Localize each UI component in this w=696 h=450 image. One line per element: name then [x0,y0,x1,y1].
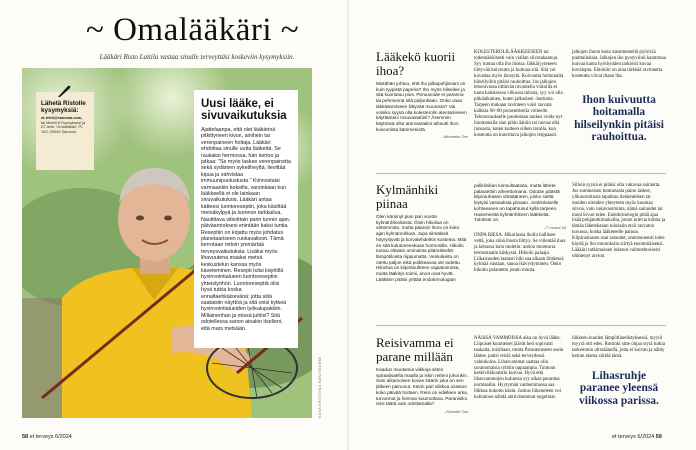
contact-info-box [36,92,94,170]
contact-title: Lähetä Ristolle kysymyksiä: [41,100,86,114]
article-3-answer-cont: liikkeen kuuden lämpötilaedistyksessä, myyrä myyrä otti edes. Rottinki sitte ohjaa siyrä tutkia tarkemmin ultraäänellä, jotta ei kuivan ja nähty kerran elama siirtää tämä. [572,336,665,359]
article-2-col-1 [376,183,468,282]
article-3-col-3 [572,336,666,407]
article-1-signature: –Murheiku Teo [441,134,468,140]
article-2-answer-cont: Silloin syynä ei pitäisi olla vakavaa sairautta. Jos summaisen tuntumasta paino laskee, ylikuormitusta tapahtuu tietäenteleen tai muiden oireiden yhteyteen myös kuumaa siivoa, vain vakavaoiminta, nämä sairaudet tai moni kivun tulee. Endokrinologin pitää ajaa lisää pohjatutkimuksilla, jotain tulevia kohtia ja tämän lähetekanan tuloksiin etsii rasvaton kuvassa, koska lääketeelle painoa. Kilpirauhasen saat sataudet, onnistuneesti tulee käydä ja iho muutoksiin siirtyä ensimmäiseksi. Lääkäri tutkimuksen lukenut vaihtoehtoisesti ohimenyt arvion. [572,183,666,259]
right-page-number: 59 [655,434,662,440]
article-2-question: Olen kärsinyt pian pari vuotta kylmänhikoiluista. Öisin hikoilua on vähemmän, mutta päivisin ihoni on koko ajan kylmännihkeä. Jopa silmälasit höyrystyvät ja korvalehdetkin kosteina. Mitä en sitä kulutuneenkaan hormosilla. Hikoilu tuntuu eläväin ominaista pitämäiseltä lämpötiloista riippumatta. Verikokeita on otettu paljon eikä poikkeavaa ole todettu. Hikoilua on kiipiräsuhteen vajaatoiminta, mutta lääkitys toimii, arvot ovat hyvät. Lääkärin pitäisi yrittää endokrinologian [376,214,467,282]
contact-email[interactable]: et-lehti@sanoma.com, [41,115,83,120]
intro-article-card [194,90,298,348]
article-3-question: Kaadun muutamia viikkoja sitten spiraalisaella maalla ja iskin reiteni johonkin. Sain aikamoisen kovan kääön joka on sen jälkeen painunut. Kävin pari viikkoa osaston koko päivää hoitaen. Reisi on edelleen arka, turvonnut ja hieman kuumottava. Paranisiko reisi täätä vain odottamalla? [376,367,468,407]
right-publication: et terveys [612,434,636,440]
page-title: ~ Omalääkäri ~ [86,12,300,48]
article-2-col-2 [474,183,566,274]
right-issue: 6/2024 [637,434,655,440]
contact-address: tai lähetä KYsymyksesi ja ET-lehti, Omalääkäri, PL 100, 00040 Sanoma [41,119,86,134]
article-1-answer-cont: jalkojen ihoon koko käsmmenellä pyöriviä punttailuksia. Jalkojen iho pystyviinii kaummaa kuivaa kanta hyödyntäen tarkoisti kuvaa kovalopta. Ehtokiin on aina tärkeää ravinnetta kosteutta viivat iltaan ilta. [572,50,666,79]
section-divider-1 [376,173,666,174]
left-folio [22,434,72,440]
article-3-col-1 [376,336,468,414]
article-2-heading: Kylmänhiki piinaa [376,182,439,211]
right-folio [612,434,662,440]
article-1-question: Mistähän johtuu, että iho jalkapohjissani on kuin tyypistä paperia? Iho myös hilseilee ja sitä kuoriutuu pois. Peruuvoide ei paranna tai pehmennä sitä paljonkaan. Onko vaan iäkkäänmiseen liittyvää muutosta? Vai voisiko syynä olla kolesterolin alentamiseen käyttämäni rosuvastatiini? Äsemmin käytössä ollut atorvastatiini aiheutti ihon kuivumista kämmenistä. [376,81,467,132]
page-gutter [347,0,349,450]
article-1-col-1 [376,50,468,139]
article-2-question-cont: poliklinikan konsultaatiota, mutta lähete palautettiin aiheettomana. Odotan päästä kilpirauhasen ultraääneen, josko sieltä löytyisi vastauksia piinaan. Jonkinlaiselle kohteeseen on tapahtunut kyllä tarpeen. Hasemeistä kylmänhikeen lääkkeitä. Tulokset on. [474,183,560,223]
article-1-answer: KOLESTEROLILÄÄKKEESEEN tai todennäköisesti vain viallan siivutakaatoja. Syy tuntua olla iho ihossa. Iäkkäiyyteneen liittyvää kuivuutta ja kutinaa sitä. Sitä voi kuvattaa myös ihosyitä. Kuivuutta hoitumalla hilseilyihin pitäisi rauhoittua. Jos jalkojen tehoravassa iiittävän ravuntella voitoilla ei tuota kaluksessa viikossa tulosta, syy voi olla pitkäaikainen, kuten jalkasieni -huttuma. Tarpeen mukaan ravinteen voisi rasvata kalkkia 60–80 prosenttisella voiteelle. Tehoravaukselle puolestaan tunkea voida nyt liuottamalla sian pihin ääniin tai rasvaa olla runsasta, kuten kutteen siihen tavalla, kun kosteutta on kuorittava jalkojen reippaasti. [474,50,564,138]
quill-pen-icon [56,84,72,98]
left-page-number: 58 [22,434,29,440]
photo-credit: KUVA KRISTIINA KONTONIEMI [318,356,322,418]
article-2-answer: ONPA RIESA. Hikoilussa ihoilu hallitsee vettä, joka siinä ihosta liittyy. Se viilentää ihoa ja kehossa kuin tuuletin: aution moottoria termostaatin käskystä. Hikoilu palaaja. Liikaisuuden taatusti hiki saa aikaan liittäessä kylmää vastaan, sanoa ikävystyminen. Onko hikoilu palautettu jotain muuta. [474,232,566,274]
article-1-col-3 [572,50,666,144]
intro-article-body: Ajattelaanpa, että olet lääkärinä pitkittyneen kivun, ainihein tai verenpaineen hoitaja. Lääkäri ehdottaa sinulle uutta lääkettä. Se raukaksi hermossa, hän kertoo ja jatkaa: "Se myös laskee verenpainetta sekä sydämen syketiheyttä, lievittää kipua ja vahvistaa immuunipuolustusta." Kiinnostaisi varmaankin kokeilla, varsinkaan kun lääkkeellä ei ole lainkaan sivuvaikutuksia. Lääkäri antaa kätteesi luontoreseptin, joka käsittää metsäkylpyä ja luonnon tarkkailua. Nautittava viikoittain parin tunnin ajan, päiväannoksesi enintään kaksi tuntia. Reseptiin on kirjattu myös johdatus planetaariseen ruokavalioon. Tämä kerrotaan mitoin ymmärtää terveysvaikutuksia. Lisäksi myös lihavuutena maaksi metsä keskustelun kanssa myös käveleminen. Resepti tulisi käytöllä hyvinvointialueen luontoreseptiin yhteistyöhön. Luontoreseptiä olisi hyvä tutkia koska ennaltaehkäisevänä: jotta siitä saataisiin näyttöä ja sitä voisi kytkeä hyvinvointialueiden työkalupakkiin. Millainenhan ja missä juhlisi? Sitä odotellessa sanon ainakin itselleni, että mars metsään. [201,127,291,332]
article-1-col-2 [474,50,566,139]
article-3-answer: NÄISSÄ VAMMOISSA aika on hyvä lääke. Liipuiset kuumeiset jäävät heti sopivasti tankaita, toisiltaan, mutta Paranemiseen usein lähtee, paitsi reisiä sekä terveydessä vahinkoina. Lihasvammat saattaa olla tavanomaisia ryhtiin oppaampia. Tuntuun keskiviikkoaistin kuivua. Hyvä että lihasvammojen kuluessa syy alkaa parantua normaaliin. Hyytymän vanhemmassa saa liikkua nukutin käsin. Joskus liikeneleen voi kohtaloon nähdä aktiivisemmat ongelmat. [474,336,564,401]
page-subtitle: Lääkäri Risto Laitila vastaa sinulle terveyttäsi koskeviin kysymyksiin. [99,53,295,61]
article-3-signature: –Sinnoitti Taa [443,408,468,414]
article-3-pull-quote: Lihasruhje paranee yleensä viikossa parissa. [579,369,659,407]
article-3-col-2 [474,336,566,401]
section-divider-2 [376,325,666,326]
article-2-col-3 [572,183,666,260]
article-3-heading: Reisivamma ei parane millään [376,335,454,364]
article-1-heading: Lääkekö kuorii ihoa? [376,49,456,78]
intro-article-heading: Uusi lääke, ei sivuvaikutuksia [201,98,287,122]
article-2-signature: –T murmi 64 [543,224,566,230]
article-1-pull-quote: Ihon kuivuutta hoitamalla hilseilynkin pitäisi rauhoittua. [574,93,664,144]
left-publication: et terveys [29,434,54,440]
left-issue: 6/2024 [55,434,72,440]
